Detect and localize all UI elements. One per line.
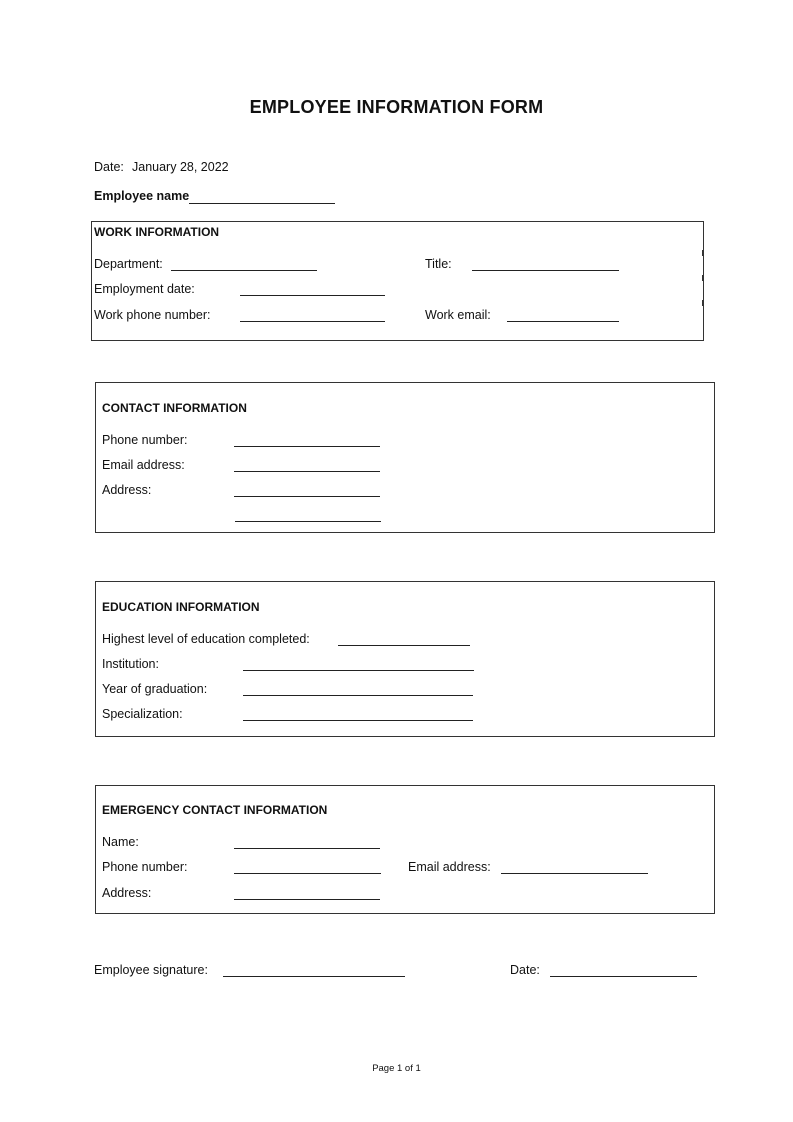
work-heading: WORK INFORMATION: [94, 225, 220, 239]
work-email-label: Work email:: [425, 308, 491, 322]
employee-name-label: Employee name: [94, 189, 190, 203]
title-label: Title:: [425, 257, 452, 271]
contact-address-field-1[interactable]: [234, 496, 380, 497]
emergency-heading: EMERGENCY CONTACT INFORMATION: [102, 803, 328, 817]
emergency-phone-field[interactable]: [234, 873, 381, 874]
institution-label: Institution:: [102, 657, 159, 671]
employment-date-field[interactable]: [240, 295, 385, 296]
department-label: Department:: [94, 257, 163, 271]
contact-email-label: Email address:: [102, 458, 185, 472]
contact-phone-label: Phone number:: [102, 433, 188, 447]
employment-date-label: Employment date:: [94, 282, 195, 296]
graduation-year-label: Year of graduation:: [102, 682, 208, 696]
education-level-field[interactable]: [338, 645, 470, 646]
specialization-field[interactable]: [243, 720, 473, 721]
emergency-email-field[interactable]: [501, 873, 648, 874]
page-number: Page 1 of 1: [372, 1063, 421, 1074]
title-field[interactable]: [472, 270, 619, 271]
contact-phone-field[interactable]: [234, 446, 380, 447]
signature-date-label: Date:: [510, 963, 540, 977]
date-value: January 28, 2022: [132, 160, 229, 174]
work-email-field[interactable]: [507, 321, 619, 322]
signature-label: Employee signature:: [94, 963, 208, 977]
emergency-email-label: Email address:: [408, 860, 491, 874]
emergency-name-label: Name:: [102, 835, 139, 849]
specialization-label: Specialization:: [102, 707, 183, 721]
box-tick: [702, 250, 704, 256]
contact-address-label: Address:: [102, 483, 152, 497]
graduation-year-field[interactable]: [243, 695, 473, 696]
education-level-label: Highest level of education completed:: [102, 632, 310, 646]
signature-date-field[interactable]: [550, 976, 697, 977]
box-tick: [702, 300, 704, 306]
emergency-address-field[interactable]: [234, 899, 380, 900]
contact-address-field-2[interactable]: [235, 521, 381, 522]
emergency-name-field[interactable]: [234, 848, 380, 849]
box-tick: [702, 275, 704, 281]
work-phone-field[interactable]: [240, 321, 385, 322]
date-label: Date:: [94, 160, 124, 174]
employee-name-field[interactable]: [189, 203, 335, 204]
emergency-phone-label: Phone number:: [102, 860, 188, 874]
signature-field[interactable]: [223, 976, 405, 977]
page-title: EMPLOYEE INFORMATION FORM: [249, 97, 544, 117]
contact-heading: CONTACT INFORMATION: [102, 401, 247, 415]
contact-email-field[interactable]: [234, 471, 380, 472]
work-information-section: [91, 221, 704, 341]
department-field[interactable]: [171, 270, 317, 271]
education-heading: EDUCATION INFORMATION: [102, 600, 260, 614]
institution-field[interactable]: [243, 670, 474, 671]
work-phone-label: Work phone number:: [94, 308, 211, 322]
emergency-address-label: Address:: [102, 886, 152, 900]
